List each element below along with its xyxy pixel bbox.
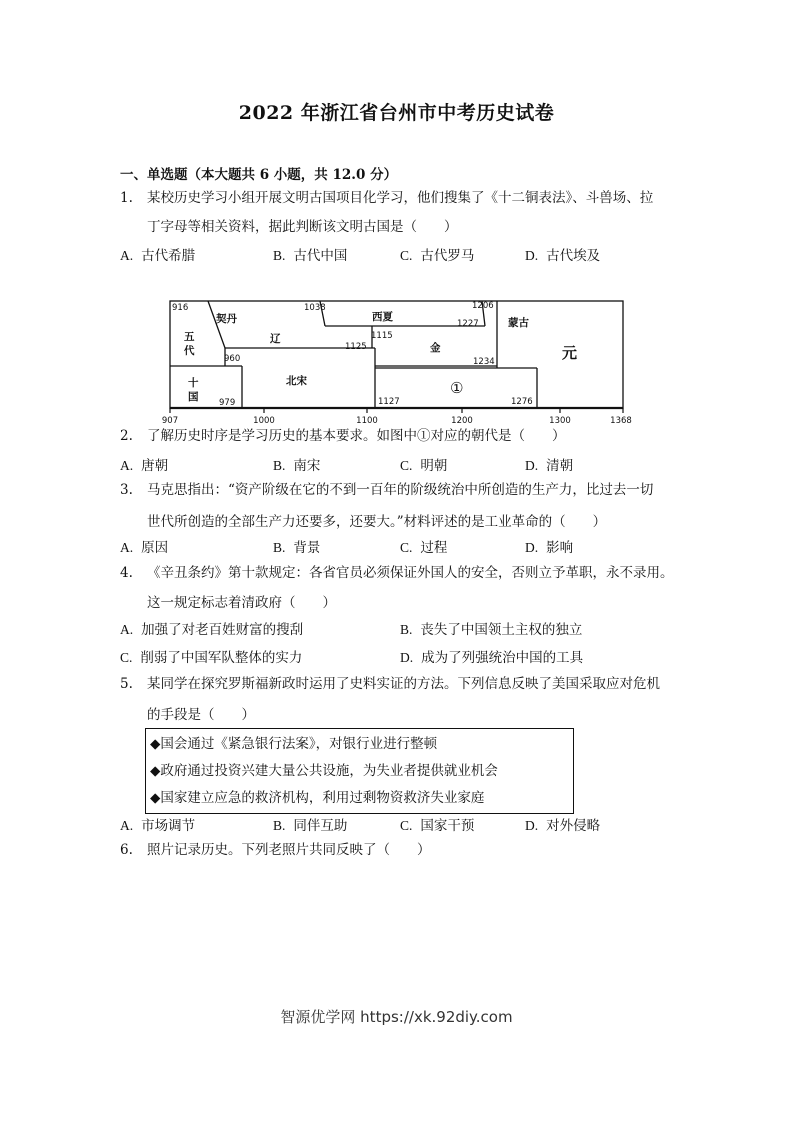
question-number: 3. xyxy=(120,482,133,498)
dynasty-timeline-figure xyxy=(160,296,635,428)
question-text-line2: 的手段是（ ） xyxy=(147,707,255,723)
option-a[interactable]: A. 加强了对老百姓财富的搜刮 xyxy=(120,622,304,638)
year-1125: 1125 xyxy=(345,342,367,352)
year-1227: 1227 xyxy=(457,319,479,329)
label-unknown-dynasty: ① xyxy=(450,379,464,397)
question-number: 1. xyxy=(120,190,133,206)
option-c[interactable]: C. 明朝 xyxy=(400,458,448,474)
label-shiguo-2: 国 xyxy=(188,391,199,403)
axis-tick-1368: 1368 xyxy=(610,416,632,426)
option-c[interactable]: C. 古代罗马 xyxy=(400,248,475,264)
label-shiguo-1: 十 xyxy=(188,377,199,389)
axis-tick-1300: 1300 xyxy=(549,416,571,426)
option-d[interactable]: D. 清朝 xyxy=(525,458,574,474)
question-3 xyxy=(120,478,653,503)
question-number: 5. xyxy=(120,676,133,692)
source-material-box xyxy=(145,728,574,814)
label-xixia: 西夏 xyxy=(372,311,393,323)
question-4-options-row1 xyxy=(120,618,680,640)
option-d[interactable]: D. 成为了列强统治中国的工具 xyxy=(400,650,584,666)
question-2-options xyxy=(120,454,680,476)
question-4 xyxy=(120,561,674,586)
question-3-options xyxy=(120,536,680,558)
option-a[interactable]: A. 唐朝 xyxy=(120,458,169,474)
axis-tick-907: 907 xyxy=(161,416,179,426)
option-a[interactable]: A. 古代希腊 xyxy=(120,248,196,264)
option-a[interactable]: A. 市场调节 xyxy=(120,818,196,834)
year-1127: 1127 xyxy=(378,397,400,407)
option-b[interactable]: B. 南宋 xyxy=(273,458,321,474)
year-979: 979 xyxy=(219,398,236,408)
option-c[interactable]: C. 过程 xyxy=(400,540,448,556)
question-1-options xyxy=(120,244,680,266)
question-text-line2: 世代所创造的全部生产力还要多，还要大。”材料评述的是工业革命的（ ） xyxy=(147,514,607,530)
question-number: 6. xyxy=(120,842,133,858)
watermark-footer: 智源优学网 https://xk.92diy.com xyxy=(280,1008,513,1026)
question-5 xyxy=(120,672,660,697)
question-text: 了解历史时序是学习历史的基本要求。如图中①对应的朝代是（ ） xyxy=(147,428,566,444)
question-2 xyxy=(120,424,566,449)
question-number: 2. xyxy=(120,428,133,444)
axis-tick-1200: 1200 xyxy=(451,416,473,426)
option-d[interactable]: D. 对外侵略 xyxy=(525,818,601,834)
year-1038: 1038 xyxy=(304,303,326,313)
axis-tick-1100: 1100 xyxy=(356,416,378,426)
question-5-options xyxy=(120,814,680,836)
question-text: 《辛丑条约》第十款规定：各省官员必须保证外国人的安全，否则立予革职，永不录用。 xyxy=(147,565,674,581)
option-b[interactable]: B. 古代中国 xyxy=(273,248,348,264)
option-b[interactable]: B. 丧失了中国领土主权的独立 xyxy=(400,622,583,638)
section-heading: 一、单选题（本大题共 6 小题，共 12.0 分） xyxy=(120,167,398,183)
label-qidan: 契丹 xyxy=(216,313,237,325)
year-916: 916 xyxy=(172,303,189,313)
question-text: 某同学在探究罗斯福新政时运用了史料实证的方法。下列信息反映了美国采取应对危机 xyxy=(147,676,660,692)
option-d[interactable]: D. 影响 xyxy=(525,540,574,556)
year-960: 960 xyxy=(224,354,241,364)
question-1 xyxy=(120,186,653,211)
question-4-options-row2 xyxy=(120,646,680,668)
question-text: 照片记录历史。下列老照片共同反映了（ ） xyxy=(147,842,431,858)
option-a[interactable]: A. 原因 xyxy=(120,540,169,556)
year-1234: 1234 xyxy=(473,357,495,367)
label-liao: 辽 xyxy=(270,333,281,345)
question-text: 马克思指出：“资产阶级在它的不到一百年的阶级统治中所创造的生产力，比过去一切 xyxy=(147,482,654,498)
question-text-line2: 这一规定标志着清政府（ ） xyxy=(147,595,336,611)
label-jin: 金 xyxy=(430,342,441,354)
question-6 xyxy=(120,838,431,863)
option-b[interactable]: B. 同伴互助 xyxy=(273,818,348,834)
label-yuan: 元 xyxy=(562,344,578,362)
label-wudai-1: 五 xyxy=(184,331,195,343)
question-text-line2: 丁字母等相关资料，据此判断该文明古国是（ ） xyxy=(147,219,458,235)
option-c[interactable]: C. 削弱了中国军队整体的实力 xyxy=(120,650,303,666)
question-text: 某校历史学习小组开展文明古国项目化学习，他们搜集了《十二铜表法》、斗兽场、拉 xyxy=(147,190,654,206)
label-beisong: 北宋 xyxy=(286,375,307,387)
year-1115: 1115 xyxy=(371,331,393,341)
year-1276: 1276 xyxy=(511,397,533,407)
label-menggu: 蒙古 xyxy=(508,317,529,329)
option-c[interactable]: C. 国家干预 xyxy=(400,818,475,834)
label-wudai-2: 代 xyxy=(184,345,195,357)
question-number: 4. xyxy=(120,565,133,581)
source-item: ◆国会通过《紧急银行法案》，对银行业进行整顿 xyxy=(150,736,438,752)
option-d[interactable]: D. 古代埃及 xyxy=(525,248,601,264)
source-item: ◆国家建立应急的救济机构，利用过剩物资救济失业家庭 xyxy=(150,790,485,806)
option-b[interactable]: B. 背景 xyxy=(273,540,321,556)
exam-title: 2022 年浙江省台州市中考历史试卷 xyxy=(238,102,555,124)
axis-tick-1000: 1000 xyxy=(253,416,275,426)
source-item: ◆政府通过投资兴建大量公共设施，为失业者提供就业机会 xyxy=(150,763,498,779)
year-1206: 1206 xyxy=(472,301,494,311)
